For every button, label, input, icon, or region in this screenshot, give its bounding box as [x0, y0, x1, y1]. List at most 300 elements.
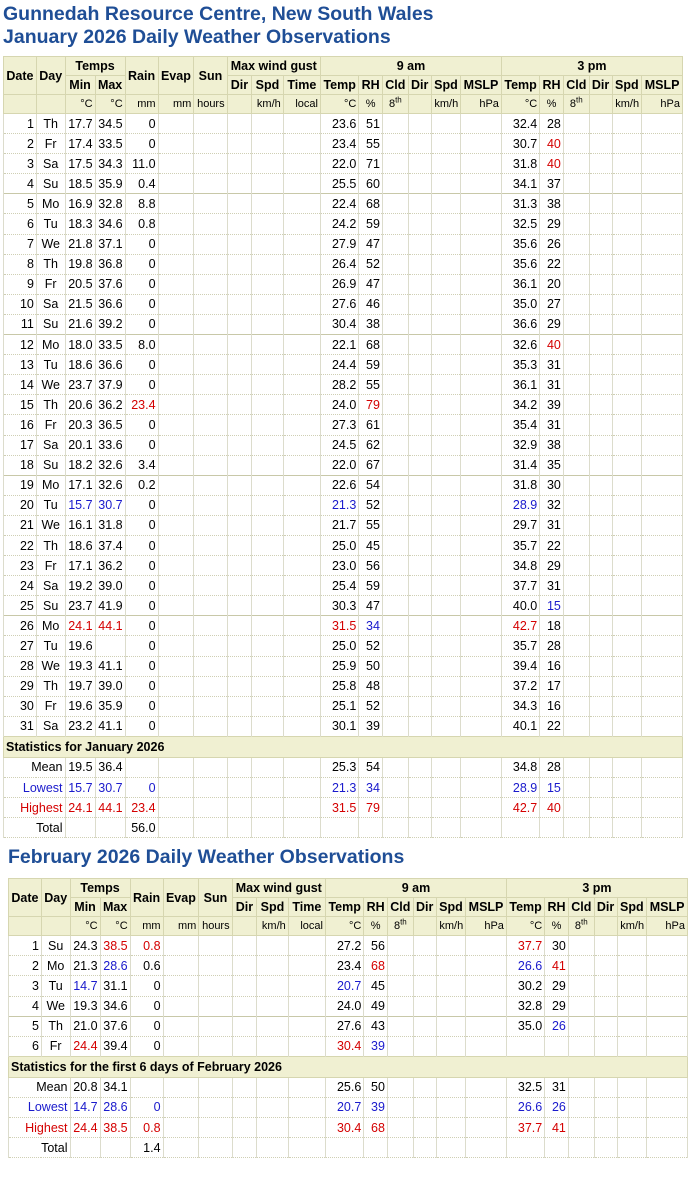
table-cell: [283, 114, 320, 134]
table-cell: 26: [545, 1097, 569, 1117]
table-cell: 19.2: [65, 576, 95, 596]
table-cell: [158, 676, 194, 696]
table-cell: [194, 355, 227, 375]
table-cell: [227, 535, 252, 555]
table-cell: [466, 1138, 507, 1158]
table-cell: [461, 114, 502, 134]
table-cell: 56.0: [125, 818, 158, 838]
table-cell: 30.7: [501, 134, 539, 154]
table-cell: [257, 996, 289, 1016]
table-row: [4, 515, 683, 535]
table-cell: 0.8: [130, 936, 163, 956]
table-cell: [283, 234, 320, 254]
table-cell: [647, 1036, 688, 1056]
unit-header: [36, 95, 65, 114]
table-cell: 35.0: [501, 294, 539, 314]
table-cell: [227, 294, 252, 314]
table-cell: 10: [4, 294, 37, 314]
table-cell: [199, 1118, 232, 1138]
table-cell: [408, 716, 431, 736]
table-cell: [563, 435, 589, 455]
table-cell: [647, 1138, 688, 1158]
table-cell: [563, 114, 589, 134]
table-cell: [227, 616, 252, 636]
unit-header: %: [364, 917, 388, 936]
table-cell: [563, 154, 589, 174]
table-cell: [194, 656, 227, 676]
table-cell: [408, 314, 431, 334]
table-cell: [199, 976, 232, 996]
table-cell: [227, 395, 252, 415]
table-cell: [227, 214, 252, 234]
table-cell: [257, 1118, 289, 1138]
eighths-suffix: th: [575, 95, 583, 105]
table-cell: [283, 676, 320, 696]
table-cell: Sa: [36, 576, 65, 596]
table-cell: Tu: [36, 495, 65, 515]
table-cell: [568, 1138, 594, 1158]
table-cell: 33.6: [95, 435, 125, 455]
table-cell: 8.0: [125, 335, 158, 355]
table-cell: 12: [4, 335, 37, 355]
table-cell: 11: [4, 314, 37, 334]
table-cell: [158, 696, 194, 716]
table-cell: [642, 375, 683, 395]
table-cell: 0: [125, 576, 158, 596]
column-header: Cld: [568, 898, 594, 917]
table-cell: 27: [4, 636, 37, 656]
unit-header: %: [545, 917, 569, 936]
table-cell: 33.5: [95, 134, 125, 154]
unit-header: %: [540, 95, 564, 114]
table-cell: [563, 636, 589, 656]
table-cell: 34: [359, 616, 383, 636]
table-cell: 40: [540, 335, 564, 355]
table-cell: [506, 1138, 544, 1158]
column-header: Day: [36, 57, 65, 95]
unit-header: [4, 95, 37, 114]
table-cell: 55: [359, 515, 383, 535]
table-cell: 37.2: [501, 676, 539, 696]
table-cell: 34.3: [95, 154, 125, 174]
table-cell: [589, 535, 612, 555]
table-cell: [589, 234, 612, 254]
table-row: [4, 174, 683, 194]
table-cell: [594, 1016, 617, 1036]
table-cell: 28: [540, 114, 564, 134]
table-cell: 3.4: [125, 455, 158, 475]
unit-header: [387, 917, 413, 936]
table-cell: [589, 294, 612, 314]
table-cell: Tu: [41, 976, 70, 996]
table-cell: 25.0: [320, 636, 358, 656]
column-header: Temp: [320, 76, 358, 95]
table-cell: [589, 616, 612, 636]
column-header: Date: [4, 57, 37, 95]
table-cell: 31.8: [501, 154, 539, 174]
table-cell: [288, 1036, 325, 1056]
table-cell: [431, 616, 461, 636]
table-cell: [283, 616, 320, 636]
table-cell: [252, 716, 284, 736]
table-cell: [540, 818, 564, 838]
table-cell: [612, 234, 642, 254]
table-cell: 40: [540, 134, 564, 154]
table-cell: [642, 696, 683, 716]
table-cell: 17.5: [65, 154, 95, 174]
table-cell: [158, 335, 194, 355]
table-cell: [466, 1097, 507, 1117]
column-header: Evap: [163, 879, 199, 917]
table-cell: [194, 596, 227, 616]
table-cell: [227, 154, 252, 174]
table-cell: 20.3: [65, 415, 95, 435]
table-row: [9, 1036, 688, 1056]
table-cell: [431, 395, 461, 415]
table-cell: [158, 778, 194, 798]
table-cell: [283, 294, 320, 314]
table-cell: 26.4: [320, 254, 358, 274]
table-cell: 41.1: [95, 656, 125, 676]
table-cell: [163, 936, 199, 956]
table-cell: [387, 1097, 413, 1117]
table-cell: 31: [540, 375, 564, 395]
table-cell: Th: [36, 254, 65, 274]
column-header: Sun: [199, 879, 232, 917]
table-cell: [382, 576, 408, 596]
table-cell: [589, 778, 612, 798]
table-cell: [408, 114, 431, 134]
table-cell: 35.7: [501, 535, 539, 555]
table-cell: [382, 656, 408, 676]
table-cell: 23.0: [320, 556, 358, 576]
table-cell: [252, 636, 284, 656]
column-header: 9 am: [325, 879, 506, 898]
table-cell: [589, 455, 612, 475]
table-cell: [408, 778, 431, 798]
table-cell: 0: [125, 656, 158, 676]
column-header: RH: [364, 898, 388, 917]
table-cell: 20.5: [65, 274, 95, 294]
table-row: [4, 335, 683, 355]
table-cell: [252, 798, 284, 818]
unit-header: km/h: [436, 917, 466, 936]
table-cell: 8.8: [125, 194, 158, 214]
table-cell: 23.4: [320, 134, 358, 154]
table-row: [4, 294, 683, 314]
unit-header: [408, 95, 431, 114]
table-cell: 2: [9, 956, 42, 976]
table-cell: [227, 696, 252, 716]
table-cell: 0: [125, 515, 158, 535]
table-cell: 38: [540, 194, 564, 214]
table-cell: [232, 976, 257, 996]
table-cell: [227, 455, 252, 475]
table-cell: 38.5: [100, 936, 130, 956]
table-cell: [227, 335, 252, 355]
table-cell: [436, 1036, 466, 1056]
table-cell: [563, 676, 589, 696]
table-cell: 0.8: [125, 214, 158, 234]
table-cell: 6: [9, 1036, 42, 1056]
column-header: Temp: [325, 898, 363, 917]
table-cell: [617, 976, 647, 996]
table-cell: [194, 254, 227, 274]
table-cell: 29: [4, 676, 37, 696]
stats-row-lowest: [4, 778, 683, 798]
table-cell: 30.4: [325, 1036, 363, 1056]
column-header: Spd: [257, 898, 289, 917]
table-cell: 0: [125, 495, 158, 515]
table-cell: [461, 455, 502, 475]
table-cell: [642, 134, 683, 154]
table-cell: [227, 375, 252, 395]
table-cell: [568, 1077, 594, 1097]
table-cell: 61: [359, 415, 383, 435]
table-cell: [387, 1138, 413, 1158]
table-cell: [568, 956, 594, 976]
table-cell: [461, 798, 502, 818]
table-cell: [227, 234, 252, 254]
table-cell: [252, 535, 284, 555]
february-table: [8, 878, 688, 1158]
table-cell: 37.7: [506, 936, 544, 956]
table-cell: [382, 194, 408, 214]
table-cell: [589, 254, 612, 274]
unit-header: °C: [70, 917, 100, 936]
table-cell: [501, 818, 539, 838]
table-cell: [387, 976, 413, 996]
table-cell: 24.3: [70, 936, 100, 956]
table-cell: [408, 676, 431, 696]
table-row: [4, 475, 683, 495]
table-row: [4, 234, 683, 254]
table-cell: 35.0: [506, 1016, 544, 1036]
unit-header: km/h: [612, 95, 642, 114]
table-cell: 20.7: [325, 976, 363, 996]
table-cell: [158, 314, 194, 334]
table-cell: [283, 656, 320, 676]
unit-header: hPa: [466, 917, 507, 936]
table-cell: 41: [545, 1118, 569, 1138]
table-cell: [408, 798, 431, 818]
table-cell: [283, 314, 320, 334]
table-cell: 26: [540, 234, 564, 254]
table-cell: 38: [359, 314, 383, 334]
stats-label: Total: [9, 1138, 71, 1158]
table-cell: [227, 194, 252, 214]
table-cell: Mo: [41, 956, 70, 976]
table-cell: 62: [359, 435, 383, 455]
table-cell: 15: [540, 596, 564, 616]
table-cell: [589, 335, 612, 355]
table-cell: [568, 976, 594, 996]
table-cell: [283, 154, 320, 174]
column-header: 9 am: [320, 57, 501, 76]
unit-header: °C: [320, 95, 358, 114]
table-cell: [563, 274, 589, 294]
table-cell: 0.2: [125, 475, 158, 495]
january-table-header: [4, 57, 683, 114]
table-cell: 34.6: [100, 996, 130, 1016]
table-cell: [563, 214, 589, 234]
table-cell: [461, 194, 502, 214]
table-cell: [408, 656, 431, 676]
february-table-body: [9, 936, 688, 1158]
table-cell: 42.7: [501, 616, 539, 636]
table-cell: [252, 355, 284, 375]
table-cell: [227, 636, 252, 656]
unit-header: km/h: [252, 95, 284, 114]
table-cell: [283, 174, 320, 194]
table-cell: [158, 114, 194, 134]
table-cell: 0: [125, 415, 158, 435]
table-cell: [563, 314, 589, 334]
table-cell: [257, 956, 289, 976]
table-cell: 17.4: [65, 134, 95, 154]
table-cell: 30: [540, 475, 564, 495]
table-cell: [288, 976, 325, 996]
table-cell: [563, 455, 589, 475]
table-cell: [461, 515, 502, 535]
table-row: [4, 455, 683, 475]
table-cell: [413, 1036, 436, 1056]
stats-label: Mean: [9, 1077, 71, 1097]
table-cell: [387, 1036, 413, 1056]
table-cell: [194, 757, 227, 777]
table-cell: 18.6: [65, 355, 95, 375]
table-cell: [158, 576, 194, 596]
table-cell: [382, 818, 408, 838]
table-cell: 31: [4, 716, 37, 736]
table-cell: [589, 134, 612, 154]
table-cell: [70, 1138, 100, 1158]
table-cell: [252, 154, 284, 174]
table-cell: 8: [4, 254, 37, 274]
unit-header: mm: [163, 917, 199, 936]
unit-header: °C: [501, 95, 539, 114]
table-cell: [408, 455, 431, 475]
table-cell: 19: [4, 475, 37, 495]
table-cell: 23.2: [65, 716, 95, 736]
table-cell: 17.1: [65, 475, 95, 495]
table-cell: [158, 455, 194, 475]
column-header: MSLP: [647, 898, 688, 917]
table-cell: [642, 616, 683, 636]
unit-header: hPa: [461, 95, 502, 114]
table-cell: [563, 757, 589, 777]
table-cell: 59: [359, 576, 383, 596]
table-cell: 36.1: [501, 375, 539, 395]
table-cell: [617, 1036, 647, 1056]
table-row: [4, 716, 683, 736]
table-cell: 47: [359, 274, 383, 294]
table-cell: [589, 576, 612, 596]
table-cell: 21.7: [320, 515, 358, 535]
table-cell: [431, 798, 461, 818]
table-cell: 24.0: [320, 395, 358, 415]
table-cell: [568, 1036, 594, 1056]
table-cell: [158, 254, 194, 274]
table-cell: [257, 1097, 289, 1117]
column-header: Time: [288, 898, 325, 917]
table-cell: [387, 956, 413, 976]
unit-header: local: [288, 917, 325, 936]
table-cell: [194, 778, 227, 798]
table-cell: [158, 596, 194, 616]
table-cell: [431, 114, 461, 134]
table-cell: [158, 495, 194, 515]
table-cell: 59: [359, 355, 383, 375]
table-cell: [589, 818, 612, 838]
table-cell: [563, 818, 589, 838]
table-cell: [252, 114, 284, 134]
table-cell: [612, 294, 642, 314]
table-cell: [647, 1097, 688, 1117]
table-row: [4, 355, 683, 375]
table-cell: [288, 936, 325, 956]
table-cell: We: [41, 996, 70, 1016]
table-cell: [158, 174, 194, 194]
table-cell: [283, 274, 320, 294]
table-cell: 24.4: [70, 1036, 100, 1056]
table-cell: 0: [125, 254, 158, 274]
table-cell: 0: [130, 1036, 163, 1056]
table-cell: Th: [36, 535, 65, 555]
table-cell: [252, 294, 284, 314]
table-cell: [589, 214, 612, 234]
table-cell: [158, 194, 194, 214]
table-cell: [199, 996, 232, 1016]
table-row: [4, 495, 683, 515]
table-cell: [194, 515, 227, 535]
table-cell: [612, 515, 642, 535]
table-cell: [283, 475, 320, 495]
table-cell: 20.6: [65, 395, 95, 415]
table-cell: [647, 956, 688, 976]
table-cell: 2: [4, 134, 37, 154]
table-cell: [227, 495, 252, 515]
table-cell: [387, 1118, 413, 1138]
table-cell: [227, 596, 252, 616]
table-cell: 0: [125, 716, 158, 736]
column-header: Evap: [158, 57, 194, 95]
table-cell: 31: [545, 1077, 569, 1097]
unit-header: °C: [100, 917, 130, 936]
table-cell: [642, 435, 683, 455]
table-cell: [461, 294, 502, 314]
table-cell: [408, 375, 431, 395]
table-cell: [158, 294, 194, 314]
table-cell: [568, 1097, 594, 1117]
table-row: [4, 134, 683, 154]
table-cell: [617, 1138, 647, 1158]
table-cell: 67: [359, 455, 383, 475]
table-cell: [163, 976, 199, 996]
table-cell: [563, 556, 589, 576]
table-cell: [252, 596, 284, 616]
table-cell: 25.4: [320, 576, 358, 596]
table-cell: 50: [359, 656, 383, 676]
table-cell: [163, 956, 199, 976]
table-row: [4, 596, 683, 616]
table-cell: 31.1: [100, 976, 130, 996]
table-cell: 21.3: [320, 495, 358, 515]
table-cell: 14: [4, 375, 37, 395]
table-cell: [408, 818, 431, 838]
table-cell: [387, 996, 413, 1016]
table-cell: [232, 936, 257, 956]
